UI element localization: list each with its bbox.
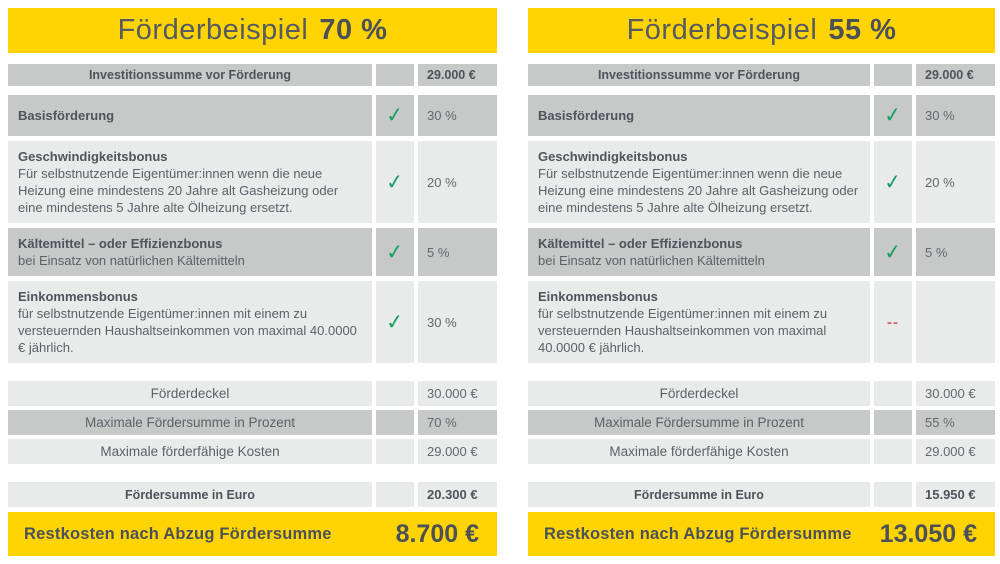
row-value bbox=[916, 410, 995, 435]
row-label: Maximale förderfähige Kosten bbox=[8, 439, 372, 464]
row-value: 15.950 € bbox=[916, 482, 995, 507]
investment-row bbox=[528, 64, 995, 86]
check-cell bbox=[376, 381, 414, 406]
row-label: Investitionssumme vor Förderung bbox=[528, 64, 870, 86]
table-title-70 bbox=[8, 8, 497, 53]
check-icon: ✓ bbox=[385, 169, 405, 195]
percent-value: 30 % bbox=[427, 314, 457, 330]
row-label bbox=[8, 281, 372, 363]
check-icon: ✓ bbox=[385, 239, 405, 265]
foerdersumme-row bbox=[8, 482, 497, 507]
restkosten-value: 8.700 € bbox=[395, 519, 479, 548]
row-value bbox=[916, 281, 995, 363]
row-value bbox=[418, 410, 497, 435]
foerderbeispiel-table-55 bbox=[528, 8, 995, 556]
check-cell bbox=[874, 410, 912, 435]
summary-value: 30.000 € bbox=[427, 386, 478, 401]
summary-value: 29.000 € bbox=[925, 444, 976, 459]
summary-row-foerderdeckel bbox=[528, 381, 995, 406]
percent-value: 20 % bbox=[427, 174, 457, 190]
check-icon: ✓ bbox=[385, 309, 405, 335]
bonus-title: Einkommensbonus bbox=[18, 289, 138, 304]
row-value: 29.000 € bbox=[418, 64, 497, 86]
percent-value: 5 % bbox=[925, 244, 948, 260]
row-label bbox=[8, 95, 372, 136]
check-cell bbox=[874, 281, 912, 363]
row-value bbox=[418, 95, 497, 136]
summary-row-max-prozent bbox=[528, 410, 995, 435]
table-title-percent: 70 % bbox=[319, 14, 388, 46]
row-label: Maximale förderfähige Kosten bbox=[528, 439, 870, 464]
check-icon: ✓ bbox=[385, 103, 405, 128]
row-value bbox=[916, 439, 995, 464]
bonus-description: Für selbstnutzende Eigentümer:innen wenn die neue Heizung eine mindestens 20 Jahre alt Gasheizung oder eine mindestens 5 Jahre alte Ölheizung ersetzt. bbox=[18, 166, 339, 215]
check-cell bbox=[874, 64, 912, 86]
row-label: Maximale Fördersumme in Prozent bbox=[528, 410, 870, 435]
bonus-title: Kältemittel – oder Effizienzbonus bbox=[18, 236, 223, 251]
percent-value: 30 % bbox=[427, 108, 457, 123]
check-cell bbox=[376, 482, 414, 507]
bonus-title: Geschwindigkeitsbonus bbox=[538, 149, 688, 164]
foerderbeispiel-table-70 bbox=[8, 8, 497, 556]
check-cell bbox=[874, 95, 912, 136]
check-cell bbox=[874, 141, 912, 223]
bonus-title: Basisförderung bbox=[538, 108, 635, 123]
row-value: 20.300 € bbox=[418, 482, 497, 507]
percent-value: 20 % bbox=[925, 174, 955, 190]
bonus-description: bei Einsatz von natürlichen Kältemitteln bbox=[538, 253, 765, 268]
check-cell bbox=[874, 439, 912, 464]
check-cell bbox=[376, 64, 414, 86]
bonus-row-kaeltemittel bbox=[528, 228, 995, 276]
table-title-text: Förderbeispiel bbox=[117, 14, 309, 46]
investment-row bbox=[8, 64, 497, 86]
row-label: Fördersumme in Euro bbox=[8, 482, 372, 507]
row-value bbox=[418, 439, 497, 464]
table-title-55 bbox=[528, 8, 995, 53]
row-value bbox=[418, 281, 497, 363]
summary-row-max-prozent bbox=[8, 410, 497, 435]
check-cell bbox=[376, 95, 414, 136]
restkosten-row bbox=[8, 512, 497, 556]
bonus-row-basisfoerderung bbox=[8, 95, 497, 136]
row-label: Förderdeckel bbox=[528, 381, 870, 406]
check-cell bbox=[376, 410, 414, 435]
summary-section bbox=[8, 381, 497, 464]
bonus-description: für selbstnutzende Eigentümer:innen mit einem zu versteuernden Haushaltseinkommen von maximal 40.0000 € jährlich. bbox=[18, 306, 357, 355]
row-label bbox=[8, 141, 372, 223]
restkosten-label: Restkosten nach Abzug Fördersumme bbox=[544, 524, 852, 543]
bonus-title: Kältemittel – oder Effizienzbonus bbox=[538, 236, 743, 251]
summary-row-max-kosten bbox=[528, 439, 995, 464]
bonus-title: Einkommensbonus bbox=[538, 289, 658, 304]
row-label bbox=[528, 95, 870, 136]
check-cell bbox=[376, 439, 414, 464]
row-label bbox=[528, 281, 870, 363]
check-cell bbox=[376, 228, 414, 276]
row-value bbox=[916, 141, 995, 223]
summary-value: 30.000 € bbox=[925, 386, 976, 401]
row-value bbox=[916, 95, 995, 136]
bonus-row-geschwindigkeitsbonus bbox=[8, 141, 497, 223]
row-label: Investitionssumme vor Förderung bbox=[8, 64, 372, 86]
dash-icon: -- bbox=[887, 313, 899, 331]
row-value bbox=[916, 381, 995, 406]
bonus-title: Geschwindigkeitsbonus bbox=[18, 149, 168, 164]
restkosten-row bbox=[528, 512, 995, 556]
row-value bbox=[418, 381, 497, 406]
foerdersumme-row bbox=[528, 482, 995, 507]
row-label bbox=[528, 228, 870, 276]
table-title-text: Förderbeispiel bbox=[626, 14, 818, 46]
bonus-description: für selbstnutzende Eigentümer:innen mit einem zu versteuernden Haushaltseinkommen von maximal 40.0000 € jährlich. bbox=[538, 306, 828, 355]
check-cell bbox=[874, 381, 912, 406]
bonus-row-einkommensbonus bbox=[8, 281, 497, 363]
check-icon: ✓ bbox=[883, 169, 903, 195]
row-value bbox=[916, 228, 995, 276]
restkosten-value: 13.050 € bbox=[879, 519, 977, 548]
check-cell bbox=[874, 228, 912, 276]
bonus-row-geschwindigkeitsbonus bbox=[528, 141, 995, 223]
bonus-title: Basisförderung bbox=[18, 108, 115, 123]
summary-row-foerderdeckel bbox=[8, 381, 497, 406]
bonus-row-kaeltemittel bbox=[8, 228, 497, 276]
check-icon: ✓ bbox=[883, 103, 903, 128]
summary-row-max-kosten bbox=[8, 439, 497, 464]
summary-value: 70 % bbox=[427, 415, 457, 430]
check-cell bbox=[376, 141, 414, 223]
row-label: Fördersumme in Euro bbox=[528, 482, 870, 507]
row-label: Maximale Fördersumme in Prozent bbox=[8, 410, 372, 435]
summary-value: 29.000 € bbox=[427, 444, 478, 459]
row-label: Förderdeckel bbox=[8, 381, 372, 406]
percent-value: 5 % bbox=[427, 244, 450, 260]
percent-value: 30 % bbox=[925, 108, 955, 123]
summary-section bbox=[528, 381, 995, 464]
bonus-section bbox=[528, 95, 995, 363]
row-value bbox=[418, 228, 497, 276]
table-title-percent: 55 % bbox=[828, 14, 897, 46]
restkosten-label: Restkosten nach Abzug Fördersumme bbox=[24, 524, 332, 543]
bonus-row-basisfoerderung bbox=[528, 95, 995, 136]
check-cell bbox=[874, 482, 912, 507]
row-label bbox=[528, 141, 870, 223]
bonus-description: bei Einsatz von natürlichen Kältemitteln bbox=[18, 253, 245, 268]
check-icon: ✓ bbox=[883, 239, 903, 265]
check-cell bbox=[376, 281, 414, 363]
bonus-row-einkommensbonus bbox=[528, 281, 995, 363]
row-label bbox=[8, 228, 372, 276]
summary-value: 55 % bbox=[925, 415, 955, 430]
bonus-section bbox=[8, 95, 497, 363]
bonus-description: Für selbstnutzende Eigentümer:innen wenn die neue Heizung eine mindestens 20 Jahre alt Gasheizung oder eine mindestens 5 Jahre alte Ölheizung ersetzt. bbox=[538, 166, 859, 215]
row-value: 29.000 € bbox=[916, 64, 995, 86]
row-value bbox=[418, 141, 497, 223]
